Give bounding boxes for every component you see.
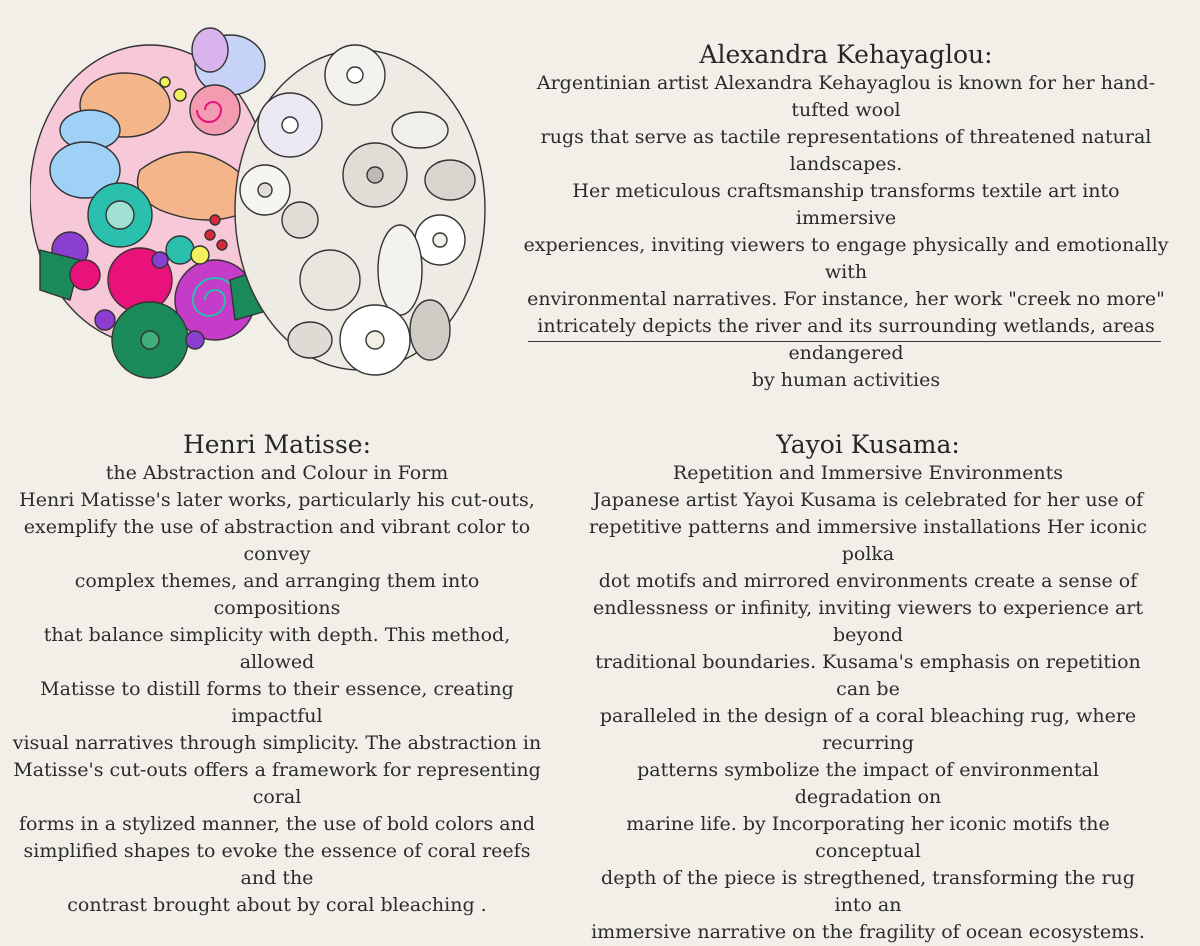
paragraph-line: contrast brought about by coral bleaching . [67,894,487,916]
paragraph-line: intricately depicts the river and its surrounding wetlands, areas endangered [537,315,1155,364]
paragraph-line: Her meticulous craftsmanship transforms textile art into immersive [572,180,1120,229]
paragraph-line: forms in a stylized manner, the use of bold colors and [19,813,535,835]
paragraph-line: that balance simplicity with depth. This method, allowed [43,624,511,673]
paragraph-line: traditional boundaries. Kusama's emphasis on repetition can be [595,651,1141,700]
paragraph-line: depth of the piece is stregthened, transforming the rug into an [601,867,1135,916]
kusama-section [582,430,1154,946]
matisse-paragraph [12,487,542,919]
paragraph-line: complex themes, and arranging them into compositions [74,570,480,619]
paragraph-line: rugs that serve as tactile representations of threatened natural landscapes. [540,126,1152,175]
paragraph-line: endlessness or infinity, inviting viewers to experience art beyond [592,597,1144,646]
kusama-paragraph [582,487,1154,946]
matisse-subtitle: the Abstraction and Colour in Form [105,462,449,484]
coral-rug-illustration-icon [30,20,490,390]
kusama-subtitle: Repetition and Immersive Environments [672,462,1064,484]
paragraph-line: marine life. by Incorporating her iconic motifs the conceptual [626,813,1110,862]
paragraph-line: patterns symbolize the impact of environmental degradation on [637,759,1099,808]
paragraph-line: environmental narratives. For instance, her work "creek no more" [527,288,1165,310]
paragraph-line: dot motifs and mirrored environments create a sense of [598,570,1138,592]
paragraph-line: Japanese artist Yayoi Kusama is celebrated for her use of [592,489,1144,511]
paragraph-line: visual narratives through simplicity. The abstraction in [12,732,542,754]
kehayaglou-paragraph [522,70,1170,394]
paragraph-line: simplified shapes to evoke the essence of coral reefs and the [23,840,531,889]
paragraph-line: Argentinian artist Alexandra Kehayaglou is known for her hand-tufted wool [536,72,1156,121]
paragraph-line: repetitive patterns and immersive installations Her iconic polka [588,516,1148,565]
paragraph-line: exemplify the use of abstraction and vibrant color to convey [23,516,531,565]
paragraph-line: paralleled in the design of a coral bleaching rug, where recurring [599,705,1137,754]
paragraph-line: experiences, inviting viewers to engage physically and emotionally with [523,234,1169,283]
matisse-heading: Henri Matisse: [182,430,371,459]
paragraph-line: Matisse to distill forms to their essence, creating impactful [40,678,514,727]
paragraph-line: Henri Matisse's later works, particularly his cut-outs, [19,489,535,511]
kehayaglou-heading: Alexandra Kehayaglou: [699,40,993,69]
matisse-section [12,430,542,919]
kusama-heading: Yayoi Kusama: [776,430,960,459]
paragraph-line: Matisse's cut-outs offers a framework for representing coral [13,759,541,808]
paragraph-line: by human activities [751,369,941,391]
section-divider [528,341,1161,342]
paragraph-line: immersive narrative on the fragility of ocean ecosystems. [591,921,1145,943]
